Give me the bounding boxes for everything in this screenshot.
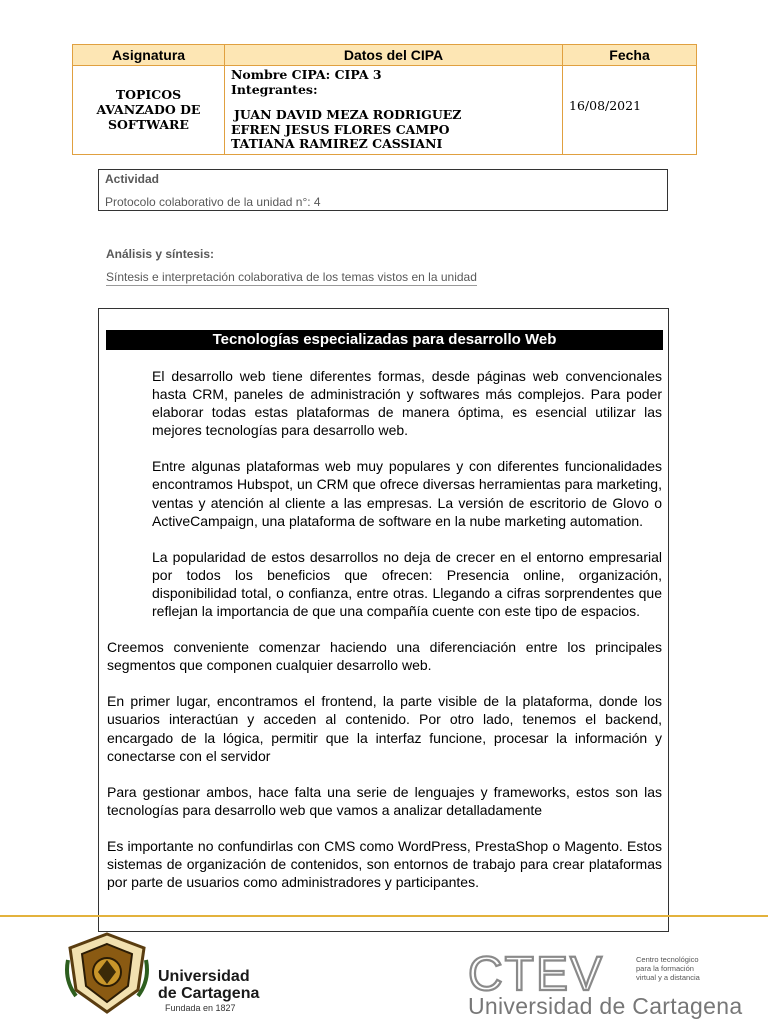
cipa-cell (225, 66, 563, 155)
content-box (98, 308, 669, 932)
cipa-name: Nombre CIPA: CIPA 3 (231, 67, 382, 82)
ctev-logo (468, 952, 628, 994)
subject-name: TOPICOS AVANZADO DE SOFTWARE (96, 87, 201, 133)
members-label: Integrantes: (231, 81, 318, 97)
paragraph: Para gestionar ambos, hace falta una serie de lenguajes y frameworks, estos son las tecnologías para desarrollo web que vamos a analizar detalladamente (107, 783, 662, 818)
member-2: EFREN JESUS FLORES CAMPO (231, 121, 450, 137)
col-header-cipa: Datos del CIPA (225, 45, 563, 66)
content-body (107, 367, 662, 909)
analysis-text: Síntesis e interpretación colaborativa de los temas vistos en la unidad (106, 270, 477, 284)
university-name: Universidad de Cartagena (158, 968, 260, 1002)
ctev-university-name: Universidad de Cartagena (468, 993, 743, 1019)
activity-text: Protocolo colaborativo de la unidad n°: 4 (105, 195, 321, 209)
member-3: TATIANA RAMIREZ CASSIANI (231, 136, 443, 151)
paragraph: Creemos conveniente comenzar haciendo una diferenciación entre los principales segmentos que componen cualquier desarrollo web. (107, 639, 662, 674)
paragraph: Entre algunas plataformas web muy populares y con diferentes funcionalidades encontramos Hubspot, un CRM que ofrece diversas herramientas para marketing, ventas y atención al cliente a las empresas. La versión de escritorio de Glovo o ActiveCampaign, una plataforma de software en la nube marketing automation. (152, 458, 662, 529)
date-value: 16/08/2021 (569, 98, 642, 114)
ctev-caption: Centro tecnológico para la formación virtual y a distancia (636, 955, 700, 982)
activity-box (98, 169, 668, 211)
paragraph: La popularidad de estos desarrollos no deja de crecer en el entorno empresarial por todos los beneficios que ofrecen: Presencia online, organización, disponibilidad total, o confianza, entre otras. Llegando a cifras sorprendentes que reflejan la importancia de que una compañía cuente con este tipo de espacios. (152, 548, 662, 620)
content-heading: Tecnologías especializadas para desarrollo Web (106, 330, 663, 350)
paragraph: El desarrollo web tiene diferentes formas, desde páginas web convencionales hasta CRM, paneles de administración y softwares más complejos. Para poder elaborar todas estas plataformas de manera óptima, es esencial utilizar las mejores tecnologías para desarrollo web. (152, 368, 662, 439)
col-header-date: Fecha (563, 45, 697, 66)
university-crest-icon (62, 930, 152, 1016)
col-header-subject: Asignatura (73, 45, 225, 66)
paragraph: En primer lugar, encontramos el frontend, la parte visible de la plataforma, donde los usuarios interactúan y acceden al contenido. Por otro lado, tenemos el backend, encargado de la lógica, permitir que la interfaz funcione, procesar la información y conectarse con el servidor (107, 693, 662, 764)
footer-accent-line (0, 915, 768, 917)
header-table (72, 44, 697, 155)
date-cell (563, 66, 697, 155)
ctev-wordmark: CTEV (468, 952, 605, 994)
paragraph: Es importante no confundirlas con CMS como WordPress, PrestaShop o Magento. Estos sistemas de organización de contenidos, son entornos de trabajo para crear plataformas por parte de usuarios como administradores y participantes. (107, 837, 662, 891)
subject-cell (73, 66, 225, 155)
university-founded: Fundada en 1827 (165, 1003, 236, 1013)
member-1: JUAN DAVID MEZA RODRIGUEZ (234, 107, 462, 122)
analysis-title: Análisis y síntesis: (106, 247, 215, 261)
activity-title: Actividad (105, 172, 160, 186)
